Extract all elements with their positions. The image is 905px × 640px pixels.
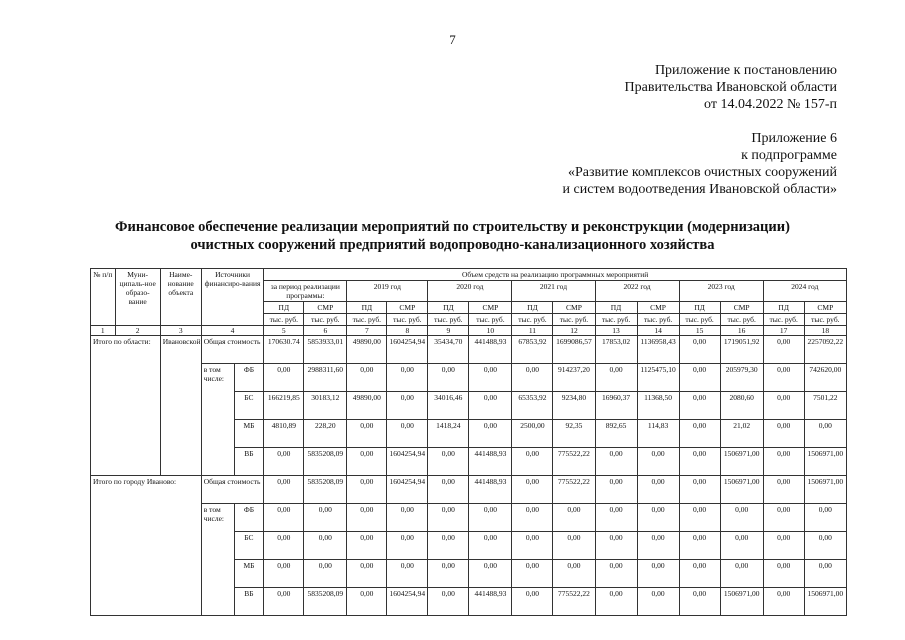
value-cell: 0,00 — [763, 448, 804, 476]
header-year: 2020 год — [428, 281, 512, 302]
source-code: ФБ — [234, 364, 264, 392]
column-index: 2 — [115, 326, 160, 336]
value-cell: 16960,37 — [595, 392, 637, 420]
value-cell: 2080,60 — [720, 392, 763, 420]
value-cell: 0,00 — [469, 560, 512, 588]
value-cell: 0,00 — [763, 364, 804, 392]
value-cell: 0,00 — [264, 532, 304, 560]
table-row — [91, 364, 847, 392]
source-prefix: в том числе: — [201, 364, 234, 476]
value-cell: 0,00 — [469, 532, 512, 560]
annex-line: «Развитие комплексов очистных сооружений — [567, 165, 837, 180]
table-row — [91, 336, 847, 364]
value-cell: 0,00 — [428, 532, 469, 560]
source-code: ВБ — [234, 588, 264, 616]
value-cell: 0,00 — [553, 560, 595, 588]
value-cell: 1719051,92 — [720, 336, 763, 364]
header-pd: ПД — [679, 302, 720, 314]
value-cell: 0,00 — [428, 364, 469, 392]
value-cell: 0,00 — [469, 392, 512, 420]
value-cell: 0,00 — [595, 504, 637, 532]
value-cell: 5835208,09 — [304, 476, 347, 504]
value-cell: 0,00 — [512, 532, 553, 560]
value-cell: 2500,00 — [512, 420, 553, 448]
value-cell: 1506971,00 — [720, 476, 763, 504]
value-cell: 0,00 — [347, 476, 387, 504]
value-cell: 5853933,01 — [304, 336, 347, 364]
value-cell: 742620,00 — [804, 364, 846, 392]
value-cell: 0,00 — [387, 560, 428, 588]
column-index: 12 — [553, 326, 595, 336]
block-object: Ивановской — [160, 336, 201, 476]
value-cell: 1604254,94 — [387, 448, 428, 476]
header-unit: тыс. руб. — [387, 314, 428, 326]
column-index: 1 — [91, 326, 116, 336]
value-cell: 4810,89 — [264, 420, 304, 448]
value-cell: 205979,30 — [720, 364, 763, 392]
header-unit: тыс. руб. — [595, 314, 637, 326]
header-unit: тыс. руб. — [637, 314, 679, 326]
annex-line: Правительства Ивановской области — [624, 80, 837, 95]
value-cell: 0,00 — [595, 588, 637, 616]
header-pd: ПД — [428, 302, 469, 314]
value-cell: 0,00 — [347, 364, 387, 392]
value-cell: 775522,22 — [553, 476, 595, 504]
column-index: 7 — [347, 326, 387, 336]
value-cell: 0,00 — [512, 448, 553, 476]
header-smr: СМР — [804, 302, 846, 314]
value-cell: 441488,93 — [469, 588, 512, 616]
subprogram-annex-block — [563, 130, 837, 198]
value-cell: 0,00 — [264, 504, 304, 532]
column-index: 18 — [804, 326, 846, 336]
value-cell: 0,00 — [804, 560, 846, 588]
value-cell: 0,00 — [428, 504, 469, 532]
header-smr: СМР — [304, 302, 347, 314]
annex-line: Приложение 6 — [751, 131, 837, 146]
value-cell: 65353,92 — [512, 392, 553, 420]
header-unit: тыс. руб. — [553, 314, 595, 326]
header-pd: ПД — [264, 302, 304, 314]
source-code: ВБ — [234, 448, 264, 476]
resolution-annex-block — [625, 62, 837, 113]
value-cell: 0,00 — [679, 532, 720, 560]
header-unit: тыс. руб. — [264, 314, 304, 326]
column-index: 4 — [201, 326, 264, 336]
source-code: МБ — [234, 420, 264, 448]
value-cell: 30183,12 — [304, 392, 347, 420]
header-pd: ПД — [347, 302, 387, 314]
value-cell: 0,00 — [804, 532, 846, 560]
value-cell: 0,00 — [720, 560, 763, 588]
value-cell: 0,00 — [469, 504, 512, 532]
value-cell: 0,00 — [679, 392, 720, 420]
value-cell: 0,00 — [720, 504, 763, 532]
source-code: БС — [234, 392, 264, 420]
value-cell: 0,00 — [637, 560, 679, 588]
column-index: 10 — [469, 326, 512, 336]
header-smr: СМР — [637, 302, 679, 314]
value-cell: 0,00 — [679, 364, 720, 392]
value-cell: 775522,22 — [553, 448, 595, 476]
value-cell: 0,00 — [264, 560, 304, 588]
value-cell: 0,00 — [387, 420, 428, 448]
value-cell: 0,00 — [428, 448, 469, 476]
value-cell: 67853,92 — [512, 336, 553, 364]
value-cell: 0,00 — [763, 476, 804, 504]
value-cell: 9234,80 — [553, 392, 595, 420]
value-cell: 0,00 — [763, 504, 804, 532]
value-cell: 1506971,00 — [720, 448, 763, 476]
header-source: Источники финансиро-вания — [201, 269, 264, 326]
header-year: 2021 год — [512, 281, 595, 302]
value-cell: 0,00 — [763, 588, 804, 616]
annex-line: и систем водоотведения Ивановской области» — [562, 182, 837, 197]
header-pd: ПД — [595, 302, 637, 314]
header-smr: СМР — [553, 302, 595, 314]
value-cell: 228,20 — [304, 420, 347, 448]
source-total: Общая стоимость — [201, 476, 264, 504]
value-cell: 0,00 — [679, 560, 720, 588]
value-cell: 2988311,60 — [304, 364, 347, 392]
value-cell: 0,00 — [595, 364, 637, 392]
block-label — [91, 476, 202, 616]
header-pd: ПД — [763, 302, 804, 314]
header-unit: тыс. руб. — [469, 314, 512, 326]
value-cell: 0,00 — [679, 476, 720, 504]
header-unit: тыс. руб. — [720, 314, 763, 326]
value-cell: 1136958,43 — [637, 336, 679, 364]
source-code: ФБ — [234, 504, 264, 532]
value-cell: 0,00 — [595, 560, 637, 588]
value-cell: 0,00 — [763, 532, 804, 560]
value-cell: 0,00 — [347, 504, 387, 532]
value-cell: 114,83 — [637, 420, 679, 448]
value-cell: 892,65 — [595, 420, 637, 448]
value-cell: 5835208,09 — [304, 448, 347, 476]
value-cell: 1125475,10 — [637, 364, 679, 392]
header-unit: тыс. руб. — [804, 314, 846, 326]
title-line: очистных сооружений предприятий водопроводно-канализационного хозяйства — [190, 237, 715, 253]
block-label — [91, 336, 161, 476]
value-cell: 0,00 — [304, 560, 347, 588]
column-index: 16 — [720, 326, 763, 336]
header-unit: тыс. руб. — [347, 314, 387, 326]
header-period: за период реализации программы: — [264, 281, 347, 302]
value-cell: 0,00 — [637, 588, 679, 616]
source-prefix: в том числе: — [201, 504, 234, 616]
column-index: 8 — [387, 326, 428, 336]
value-cell: 441488,93 — [469, 476, 512, 504]
annex-line: Приложение к постановлению — [654, 63, 837, 78]
annex-line: от 14.04.2022 № 157-п — [704, 97, 837, 112]
value-cell: 0,00 — [264, 476, 304, 504]
value-cell: 0,00 — [595, 532, 637, 560]
value-cell: 0,00 — [679, 420, 720, 448]
column-index: 13 — [595, 326, 637, 336]
value-cell: 0,00 — [763, 420, 804, 448]
value-cell: 35434,70 — [428, 336, 469, 364]
column-index: 11 — [512, 326, 553, 336]
header-number: № п/п — [91, 269, 116, 326]
page-number: 7 — [449, 32, 456, 47]
value-cell: 0,00 — [804, 504, 846, 532]
header-unit: тыс. руб. — [512, 314, 553, 326]
value-cell: 775522,22 — [553, 588, 595, 616]
column-index: 5 — [264, 326, 304, 336]
column-index: 9 — [428, 326, 469, 336]
value-cell: 0,00 — [264, 588, 304, 616]
value-cell: 0,00 — [428, 476, 469, 504]
block-label-text: Итого по области: — [93, 337, 151, 346]
value-cell: 1604254,94 — [387, 588, 428, 616]
value-cell: 0,00 — [595, 448, 637, 476]
header-smr: СМР — [387, 302, 428, 314]
value-cell: 441488,93 — [469, 336, 512, 364]
value-cell: 0,00 — [679, 588, 720, 616]
value-cell: 1418,24 — [428, 420, 469, 448]
column-index: 17 — [763, 326, 804, 336]
value-cell: 0,00 — [304, 532, 347, 560]
value-cell: 1604254,94 — [387, 476, 428, 504]
value-cell: 0,00 — [512, 364, 553, 392]
value-cell: 0,00 — [387, 532, 428, 560]
value-cell: 0,00 — [679, 504, 720, 532]
value-cell: 0,00 — [679, 336, 720, 364]
value-cell: 1506971,00 — [720, 588, 763, 616]
header-year: 2022 год — [595, 281, 679, 302]
value-cell: 0,00 — [428, 560, 469, 588]
value-cell: 0,00 — [763, 392, 804, 420]
value-cell: 0,00 — [679, 448, 720, 476]
value-cell: 49890,00 — [347, 392, 387, 420]
document-title — [60, 218, 845, 254]
value-cell: 0,00 — [387, 504, 428, 532]
value-cell: 1506971,00 — [804, 476, 846, 504]
value-cell: 2257092,22 — [804, 336, 846, 364]
value-cell: 0,00 — [553, 532, 595, 560]
value-cell: 0,00 — [387, 364, 428, 392]
header-unit: тыс. руб. — [304, 314, 347, 326]
value-cell: 17853,02 — [595, 336, 637, 364]
header-volume: Объем средств на реализацию программных мероприятий — [264, 269, 847, 281]
value-cell: 0,00 — [637, 476, 679, 504]
value-cell: 0,00 — [595, 476, 637, 504]
header-smr: СМР — [720, 302, 763, 314]
header-year: 2019 год — [347, 281, 428, 302]
header-unit: тыс. руб. — [763, 314, 804, 326]
value-cell: 1506971,00 — [804, 588, 846, 616]
value-cell: 1506971,00 — [804, 448, 846, 476]
value-cell: 0,00 — [264, 364, 304, 392]
value-cell: 166219,85 — [264, 392, 304, 420]
value-cell: 441488,93 — [469, 448, 512, 476]
value-cell: 170630.74 — [264, 336, 304, 364]
header-year: 2023 год — [679, 281, 763, 302]
value-cell: 0,00 — [347, 532, 387, 560]
header-pd: ПД — [512, 302, 553, 314]
value-cell: 0,00 — [553, 504, 595, 532]
value-cell: 0,00 — [804, 420, 846, 448]
source-code: БС — [234, 532, 264, 560]
table-row — [91, 504, 847, 532]
value-cell: 0,00 — [763, 560, 804, 588]
value-cell: 0,00 — [512, 476, 553, 504]
value-cell: 0,00 — [347, 448, 387, 476]
value-cell: 21,02 — [720, 420, 763, 448]
value-cell: 0,00 — [512, 588, 553, 616]
financing-table — [90, 268, 847, 616]
value-cell: 1604254,94 — [387, 336, 428, 364]
value-cell: 7501,22 — [804, 392, 846, 420]
value-cell: 0,00 — [637, 532, 679, 560]
value-cell: 0,00 — [347, 560, 387, 588]
value-cell: 0,00 — [720, 532, 763, 560]
value-cell: 0,00 — [347, 588, 387, 616]
value-cell: 0,00 — [512, 504, 553, 532]
value-cell: 1699086,57 — [553, 336, 595, 364]
annex-line: к подпрограмме — [741, 148, 837, 163]
value-cell: 0,00 — [469, 364, 512, 392]
header-object: Наиме-нование объекта — [160, 269, 201, 326]
header-unit: тыс. руб. — [428, 314, 469, 326]
block-label-text: Итого по городу Иваново: — [93, 477, 177, 486]
value-cell: 0,00 — [428, 588, 469, 616]
header-unit: тыс. руб. — [679, 314, 720, 326]
value-cell: 0,00 — [387, 392, 428, 420]
value-cell: 0,00 — [637, 504, 679, 532]
value-cell: 92,35 — [553, 420, 595, 448]
value-cell: 0,00 — [304, 504, 347, 532]
value-cell: 11368,50 — [637, 392, 679, 420]
header-smr: СМР — [469, 302, 512, 314]
source-code: МБ — [234, 560, 264, 588]
column-index: 6 — [304, 326, 347, 336]
value-cell: 5835208,09 — [304, 588, 347, 616]
source-total: Общая стоимость — [201, 336, 264, 364]
value-cell: 0,00 — [763, 336, 804, 364]
value-cell: 0,00 — [264, 448, 304, 476]
table-row — [91, 476, 847, 504]
value-cell: 0,00 — [512, 560, 553, 588]
column-index: 14 — [637, 326, 679, 336]
value-cell: 914237,20 — [553, 364, 595, 392]
value-cell: 49890,00 — [347, 336, 387, 364]
column-index: 3 — [160, 326, 201, 336]
value-cell: 0,00 — [469, 420, 512, 448]
value-cell: 34016,46 — [428, 392, 469, 420]
header-municipality: Муни-ципаль-ное образо-вание — [115, 269, 160, 326]
title-line: Финансовое обеспечение реализации мероприятий по строительству и реконструкции (модернизации) — [115, 219, 790, 235]
header-year: 2024 год — [763, 281, 846, 302]
column-index: 15 — [679, 326, 720, 336]
value-cell: 0,00 — [347, 420, 387, 448]
value-cell: 0,00 — [637, 448, 679, 476]
